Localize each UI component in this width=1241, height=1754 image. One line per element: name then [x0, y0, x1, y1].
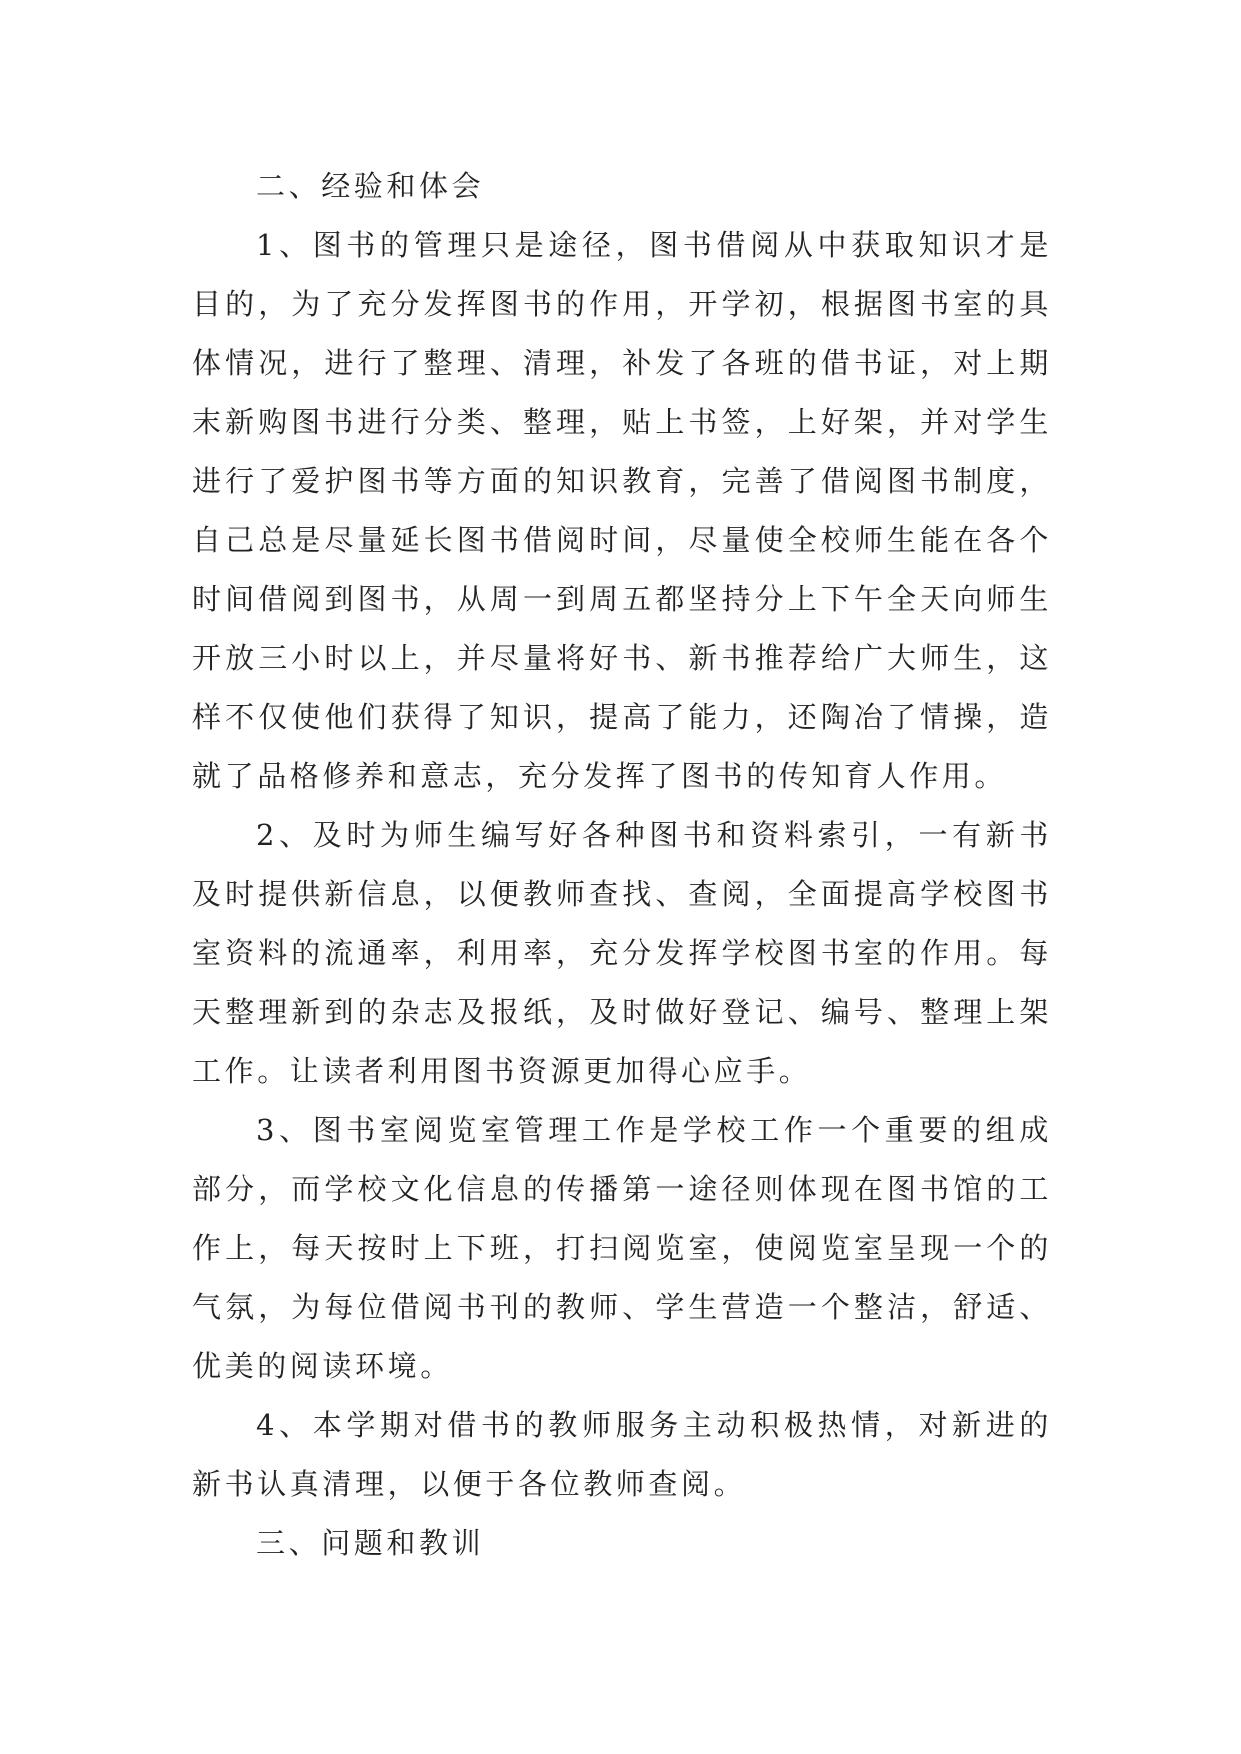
section-heading-problems: 三、问题和教训: [256, 1526, 485, 1560]
paragraph-4: 4、本学期对借书的教师服务主动积极热情，对新进的新书认真清理，以便于各位教师查阅。: [192, 1408, 1052, 1501]
document-page: [192, 157, 1052, 1573]
section-heading-experience: 二、经验和体会: [256, 169, 485, 203]
paragraph-2: 2、及时为师生编写好各种图书和资料索引，一有新书及时提供新信息，以便教师查找、查阅，全面提高学校图书室资料的流通率，利用率，充分发挥学校图书室的作用。每天整理新到的杂志及报纸，及时做好登记、编号、整理上架工作。让读者利用图书资源更加得心应手。: [192, 818, 1052, 1088]
paragraph-3: 3、图书室阅览室管理工作是学校工作一个重要的组成部分，而学校文化信息的传播第一途径则体现在图书馆的工作上，每天按时上下班，打扫阅览室，使阅览室呈现一个的气氛，为每位借阅书刊的教师、学生营造一个整洁，舒适、优美的阅读环境。: [192, 1113, 1052, 1383]
paragraph-1: 1、图书的管理只是途径，图书借阅从中获取知识才是目的，为了充分发挥图书的作用，开学初，根据图书室的具体情况，进行了整理、清理，补发了各班的借书证，对上期末新购图书进行分类、整理，贴上书签，上好架，并对学生进行了爱护图书等方面的知识教育，完善了借阅图书制度，自己总是尽量延长图书借阅时间，尽量使全校师生能在各个时间借阅到图书，从周一到周五都坚持分上下午全天向师生开放三小时以上，并尽量将好书、新书推荐给广大师生，这样不仅使他们获得了知识，提高了能力，还陶冶了情操，造就了品格修养和意志，充分发挥了图书的传知育人作用。: [192, 228, 1052, 793]
